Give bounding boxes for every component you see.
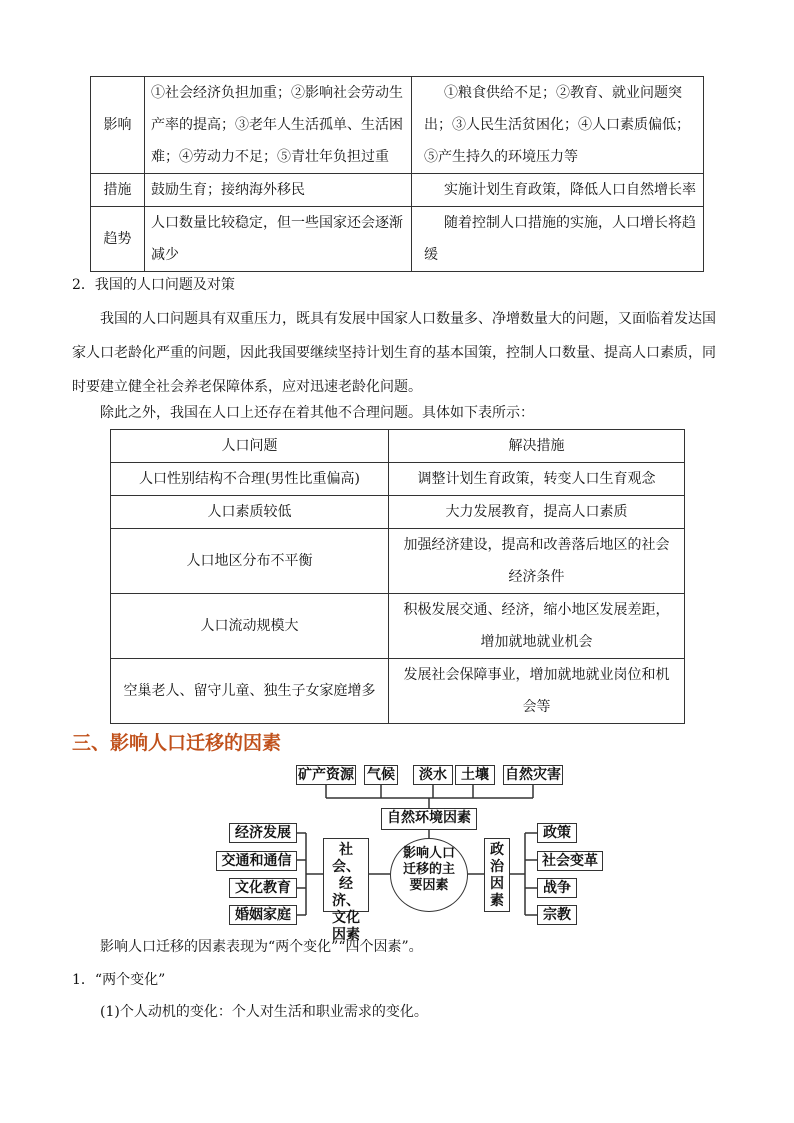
table-cell: 调整计划生育政策，转变人口生育观念 (389, 463, 685, 496)
social-item-box (229, 905, 297, 925)
political-factor-box: 政治因素 (484, 838, 510, 912)
row-label: 措施 (91, 174, 145, 207)
table-cell: 大力发展教育，提高人口素质 (389, 496, 685, 529)
subheading: 1．“两个变化” (72, 972, 166, 988)
natural-item-box (503, 765, 563, 785)
table-cell: 人口性别结构不合理(男性比重偏高) (111, 463, 389, 496)
natural-item-box (413, 765, 453, 785)
table-cell: 积极发展交通、经济，缩小地区发展差距，增加就地就业机会 (389, 594, 685, 659)
natural-factor-box (381, 808, 477, 830)
table-cell: 人口流动规模大 (111, 594, 389, 659)
box-label: 政策 (543, 825, 571, 841)
paragraph: 影响人口迁移的因素表现为“两个变化”“四个因素”。 (100, 939, 423, 955)
box-label: 经济发展 (235, 825, 291, 841)
political-item-box (537, 851, 603, 871)
section-title: 三、影响人口迁移的因素 (72, 732, 282, 754)
box-label: 交通和通信 (221, 853, 292, 869)
paragraph: (1)个人动机的变化：个人对生活和职业需求的变化。 (100, 1004, 428, 1020)
box-label: 土壤 (461, 767, 489, 783)
box-label: 文化教育 (235, 880, 291, 896)
box-label: 自然灾害 (505, 767, 561, 783)
box-label: 社会变革 (542, 853, 598, 869)
table-cell: 人口素质较低 (111, 496, 389, 529)
column-header: 人口问题 (111, 430, 389, 463)
center-circle: 影响人口迁移的主要因素 (390, 838, 468, 912)
row-label: 影响 (91, 77, 145, 174)
box-label: 矿产资源 (298, 767, 354, 783)
natural-item-box (455, 765, 495, 785)
table-cell: ①社会经济负担加重；②影响社会劳动生产率的提高；③老年人生活孤单、生活困难；④劳动力不足；⑤青壮年负担过重 (145, 77, 412, 174)
paragraph: 除此之外，我国在人口上还存在着其他不合理问题。具体如下表所示： (100, 405, 534, 421)
row-label: 趋势 (91, 207, 145, 272)
social-factor-box: 社会、经济、文化因素 (323, 838, 369, 912)
box-label: 自然环境因素 (387, 810, 471, 826)
box-label: 战争 (543, 880, 571, 896)
social-item-box (229, 823, 297, 843)
table-cell: 发展社会保障事业，增加就地就业岗位和机会等 (389, 659, 685, 724)
box-label: 婚姻家庭 (235, 907, 291, 923)
table-cell: 随着控制人口措施的实施，人口增长将趋缓 (412, 207, 704, 272)
box-label: 淡水 (419, 767, 447, 783)
column-header: 解决措施 (389, 430, 685, 463)
table-cell: 鼓励生育；接纳海外移民 (145, 174, 412, 207)
political-item-box (537, 823, 577, 843)
natural-item-box (296, 765, 356, 785)
table-cell: 人口数量比较稳定，但一些国家还会逐渐减少 (145, 207, 412, 272)
political-item-box (537, 878, 577, 898)
box-label: 气候 (367, 767, 395, 783)
section-heading: 2．我国的人口问题及对策 (72, 277, 235, 293)
social-item-box (229, 878, 297, 898)
table-cell: 空巢老人、留守儿童、独生子女家庭增多 (111, 659, 389, 724)
social-item-box (216, 851, 297, 871)
paragraph: 我国的人口问题具有双重压力，既具有发展中国家人口数量多、净增数量大的问题，又面临着发达国家人口老龄化严重的问题，因此我国要继续坚持计划生育的基本国策，控制人口数量、提高人口素质，同时要建立健全社会养老保障体系，应对迅速老龄化问题。 (72, 311, 716, 395)
table-cell: 实施计划生育政策，降低人口自然增长率 (412, 174, 704, 207)
natural-item-box (364, 765, 398, 785)
table-cell: 加强经济建设，提高和改善落后地区的社会经济条件 (389, 529, 685, 594)
table-cell: 人口地区分布不平衡 (111, 529, 389, 594)
table-cell: ①粮食供给不足；②教育、就业问题突出；③人民生活贫困化；④人口素质偏低；⑤产生持久的环境压力等 (412, 77, 704, 174)
box-label: 宗教 (543, 907, 571, 923)
political-item-box (537, 905, 577, 925)
